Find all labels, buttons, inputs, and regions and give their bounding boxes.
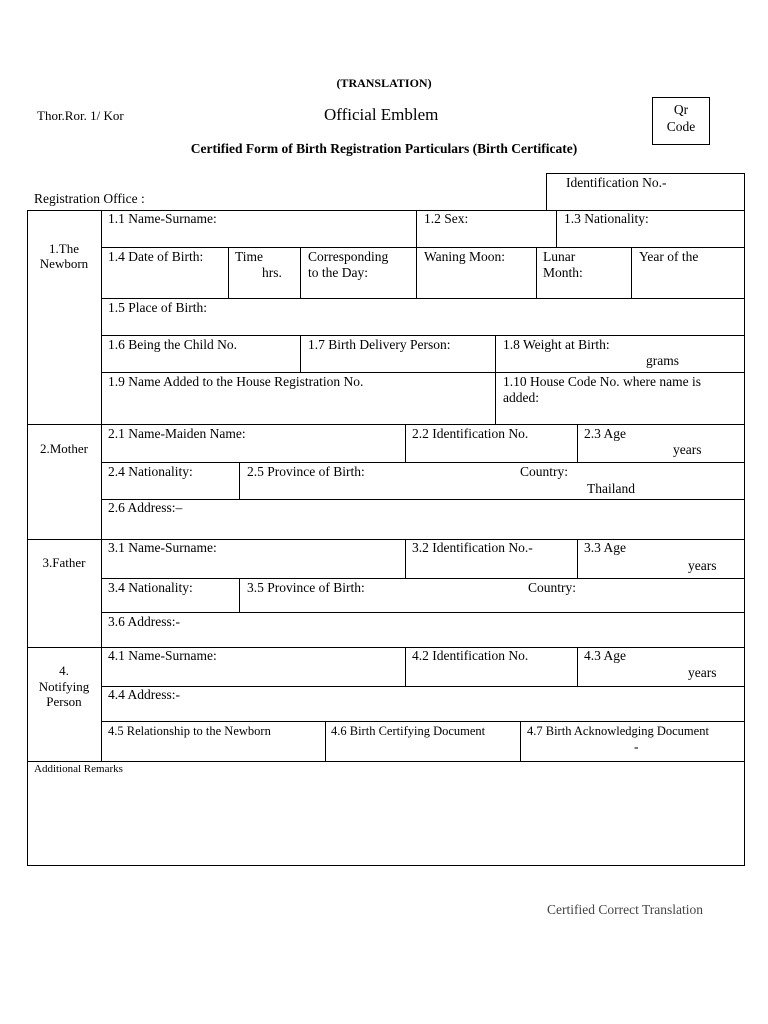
row-line	[101, 335, 745, 336]
certifying-document-field[interactable]: 4.6 Birth Certifying Document	[331, 724, 486, 738]
col-line	[416, 210, 417, 248]
identification-no-box	[546, 173, 745, 211]
additional-remarks-label: Additional Remarks	[34, 763, 123, 775]
row-line	[101, 721, 745, 722]
qr-label-line2: Code	[666, 119, 696, 134]
col-line	[577, 539, 578, 579]
mother-nationality-field[interactable]: 2.4 Nationality:	[108, 464, 193, 479]
mother-address-field[interactable]: 2.6 Address:–	[108, 500, 183, 515]
additional-remarks-area[interactable]	[28, 777, 744, 865]
col-line	[239, 462, 240, 500]
col-line	[495, 335, 496, 373]
lunar-month-label-2: Month:	[543, 265, 583, 280]
section-newborn-label-2: Newborn	[39, 256, 89, 271]
row-line	[101, 247, 745, 248]
identification-no-label: Identification No.-	[566, 175, 667, 190]
relationship-field[interactable]: 4.5 Relationship to the Newborn	[108, 724, 271, 738]
corresponding-day-label-2: to the Day:	[308, 265, 368, 280]
lunar-month-label-1: Lunar	[543, 249, 576, 264]
certified-translation-note: Certified Correct Translation	[547, 902, 703, 917]
col-line	[536, 247, 537, 299]
col-line	[228, 247, 229, 299]
date-of-birth-field[interactable]: 1.4 Date of Birth:	[108, 249, 204, 264]
section-separator	[27, 761, 745, 762]
waning-moon-field[interactable]: Waning Moon:	[424, 249, 506, 264]
section-father-label: 3.Father	[42, 555, 86, 570]
grams-label: grams	[646, 353, 679, 368]
row-line	[101, 612, 745, 613]
col-line	[577, 424, 578, 463]
row-line	[101, 686, 745, 687]
notifier-years-label: years	[688, 665, 717, 680]
col-line	[239, 578, 240, 613]
time-label: Time	[235, 249, 264, 264]
notifier-id-field[interactable]: 4.2 Identification No.	[412, 648, 529, 663]
house-registration-field[interactable]: 1.9 Name Added to the House Registration No.	[108, 374, 364, 389]
notifier-address-field[interactable]: 4.4 Address:-	[108, 687, 180, 702]
mother-id-field[interactable]: 2.2 Identification No.	[412, 426, 529, 441]
col-line	[405, 539, 406, 579]
col-line	[520, 721, 521, 762]
col-line	[300, 247, 301, 299]
mother-province-field[interactable]: 2.5 Province of Birth:	[247, 464, 365, 479]
col-line	[405, 647, 406, 687]
father-province-field[interactable]: 3.5 Province of Birth:	[247, 580, 365, 595]
father-id-field[interactable]: 3.2 Identification No.-	[412, 540, 533, 555]
section-notifier-label-1: 4.	[59, 663, 69, 678]
col-line	[631, 247, 632, 299]
row-line	[101, 499, 745, 500]
section-column-divider	[101, 210, 102, 761]
father-country-label: Country:	[528, 580, 577, 595]
document-title: Certified Form of Birth Registration Particulars (Birth Certificate)	[190, 141, 578, 156]
qr-code-box	[652, 97, 710, 145]
col-line	[405, 424, 406, 463]
notifier-age-field[interactable]: 4.3 Age	[584, 648, 626, 663]
col-line	[325, 721, 326, 762]
child-number-field[interactable]: 1.6 Being the Child No.	[108, 337, 237, 352]
delivery-person-field[interactable]: 1.7 Birth Delivery Person:	[308, 337, 451, 352]
father-name-field[interactable]: 3.1 Name-Surname:	[108, 540, 217, 555]
section-newborn-label-1: 1.The	[49, 241, 79, 256]
translation-label: (TRANSLATION)	[336, 76, 432, 90]
house-code-label-1: 1.10 House Code No. where name is	[503, 374, 701, 389]
qr-label-line1: Qr	[673, 102, 689, 117]
section-notifier-label-3: Person	[46, 694, 82, 709]
mother-age-field[interactable]: 2.3 Age	[584, 426, 626, 441]
year-of-the-field[interactable]: Year of the	[639, 249, 699, 264]
registration-office-label: Registration Office :	[34, 191, 145, 206]
house-code-label-2[interactable]: added:	[503, 390, 539, 405]
father-years-label: years	[688, 558, 717, 573]
corresponding-day-label-1: Corresponding	[308, 249, 389, 264]
father-age-field[interactable]: 3.3 Age	[584, 540, 626, 555]
col-line	[416, 247, 417, 299]
section-separator	[27, 424, 745, 425]
birth-weight-field[interactable]: 1.8 Weight at Birth:	[503, 337, 610, 352]
row-line	[101, 578, 745, 579]
mother-years-label: years	[673, 442, 702, 457]
acknowledging-document-dash: -	[634, 739, 639, 754]
newborn-sex-field[interactable]: 1.2 Sex:	[424, 211, 469, 226]
father-nationality-field[interactable]: 3.4 Nationality:	[108, 580, 193, 595]
col-line	[577, 647, 578, 687]
hrs-label: hrs.	[262, 265, 282, 280]
section-notifier-label-2: Notifying	[38, 679, 90, 694]
col-line	[495, 372, 496, 425]
acknowledging-document-field[interactable]: 4.7 Birth Acknowledging Document	[527, 724, 709, 738]
official-emblem: Official Emblem	[324, 105, 439, 124]
notifier-name-field[interactable]: 4.1 Name-Surname:	[108, 648, 217, 663]
form-reference: Thor.Ror. 1/ Kor	[37, 108, 124, 123]
row-line	[101, 372, 745, 373]
row-line	[101, 462, 745, 463]
newborn-nationality-field[interactable]: 1.3 Nationality:	[564, 211, 649, 226]
row-line	[101, 298, 745, 299]
father-address-field[interactable]: 3.6 Address:-	[108, 614, 180, 629]
mother-country-label: Country:	[520, 464, 569, 479]
section-mother-label: 2.Mother	[39, 441, 89, 456]
mother-country-value[interactable]: Thailand	[587, 481, 635, 496]
mother-name-field[interactable]: 2.1 Name-Maiden Name:	[108, 426, 246, 441]
col-line	[556, 210, 557, 248]
col-line	[300, 335, 301, 373]
newborn-name-field[interactable]: 1.1 Name-Surname:	[108, 211, 217, 226]
place-of-birth-field[interactable]: 1.5 Place of Birth:	[108, 300, 207, 315]
